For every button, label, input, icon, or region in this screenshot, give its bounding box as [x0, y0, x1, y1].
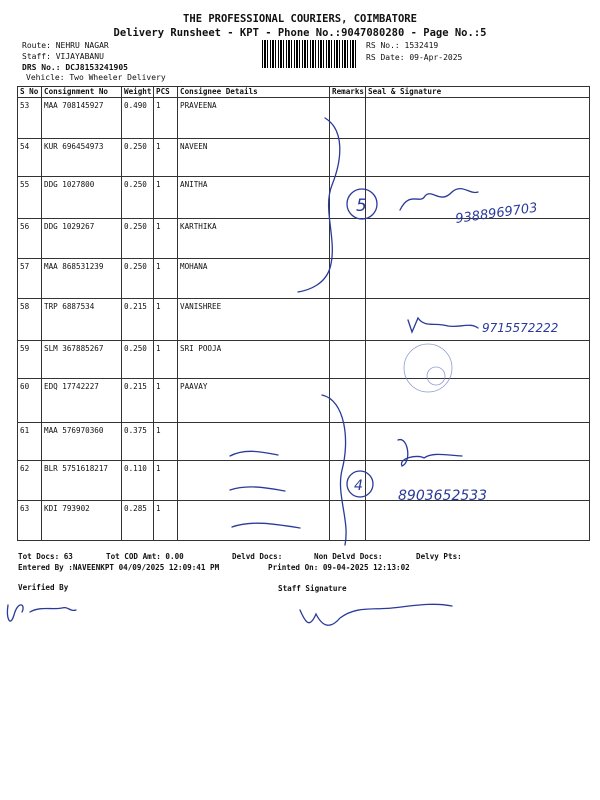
delivered-docs: Delvd Docs:: [232, 552, 283, 561]
cell-pcs: 1: [154, 139, 178, 177]
tick-row-63: [232, 523, 300, 528]
bracket-stroke-upper: [298, 118, 340, 292]
rs-date: RS Date: 09-Apr-2025: [366, 53, 463, 62]
cell-consignment: EDQ 17742227: [42, 379, 122, 423]
cell-weight: 0.250: [122, 139, 154, 177]
cell-weight: 0.250: [122, 219, 154, 259]
signature-58-phone: 9715572222: [482, 321, 559, 335]
vehicle-label: Vehicle: Two Wheeler Delivery: [26, 73, 166, 82]
cell-weight: 0.375: [122, 423, 154, 461]
cell-consignee: ANITHA: [178, 177, 330, 219]
delivery-points: Delvy Pts:: [416, 552, 462, 561]
rs-number: RS No.: 1532419: [366, 41, 439, 50]
cell-sno: 60: [18, 379, 42, 423]
cell-consignment: SLM 367885267: [42, 341, 122, 379]
cell-sno: 55: [18, 177, 42, 219]
total-docs: Tot Docs: 63: [18, 552, 73, 561]
cell-consignee: KARTHIKA: [178, 219, 330, 259]
cell-sno: 61: [18, 423, 42, 461]
staff-signature-scribble: [300, 604, 452, 625]
cell-consignee: PRAVEENA: [178, 98, 330, 139]
cell-sno: 63: [18, 501, 42, 541]
cell-weight: 0.250: [122, 177, 154, 219]
cell-pcs: 1: [154, 299, 178, 341]
cell-weight: 0.215: [122, 379, 154, 423]
cell-consignee: PAAVAY: [178, 379, 330, 423]
cell-weight: 0.250: [122, 341, 154, 379]
cell-sno: 58: [18, 299, 42, 341]
cell-consignment: BLR 5751618217: [42, 461, 122, 501]
cell-sno: 62: [18, 461, 42, 501]
staff-label: Staff: VIJAYABANU: [22, 52, 104, 61]
staff-signature-label: Staff Signature: [278, 584, 347, 593]
cell-consignment: DDG 1027800: [42, 177, 122, 219]
cell-weight: 0.215: [122, 299, 154, 341]
col-remarks: Remarks: [330, 87, 366, 98]
col-pcs: PCS: [154, 87, 178, 98]
cell-pcs: 1: [154, 379, 178, 423]
cell-pcs: 1: [154, 423, 178, 461]
route-label: Route: NEHRU NAGAR: [22, 41, 109, 50]
tick-row-61: [230, 451, 278, 456]
remark-55-text: 5: [356, 196, 367, 216]
ink-stamp-inner: [427, 367, 445, 385]
cell-sno: 57: [18, 259, 42, 299]
remark-62-text: 4: [354, 478, 363, 494]
col-sno: S No: [18, 87, 42, 98]
signature-55-phone: 9388969703: [454, 200, 539, 227]
page-title: THE PROFESSIONAL COURIERS, COIMBATORE: [183, 13, 417, 25]
bracket-stroke-lower: [322, 395, 346, 545]
cell-consignment: MAA 576970360: [42, 423, 122, 461]
col-consignee: Consignee Details: [178, 87, 330, 98]
col-seal-signature: Seal & Signature: [366, 87, 590, 98]
cell-pcs: 1: [154, 98, 178, 139]
cell-pcs: 1: [154, 259, 178, 299]
verified-by-signature: [7, 605, 76, 621]
cell-consignment: MAA 708145927: [42, 98, 122, 139]
cell-weight: 0.285: [122, 501, 154, 541]
tick-row-62: [230, 487, 285, 491]
cell-pcs: 1: [154, 461, 178, 501]
cell-pcs: 1: [154, 219, 178, 259]
signature-row-62-scribble: [398, 440, 462, 466]
cell-pcs: 1: [154, 177, 178, 219]
cell-consignment: DDG 1029267: [42, 219, 122, 259]
signature-row-55-scribble: [400, 189, 478, 210]
page-subtitle: Delivery Runsheet - KPT - Phone No.:9047080280 - Page No.:5: [113, 27, 487, 39]
cell-sno: 53: [18, 98, 42, 139]
col-consignment: Consignment No: [42, 87, 122, 98]
cell-sno: 54: [18, 139, 42, 177]
cell-pcs: 1: [154, 341, 178, 379]
cell-consignment: KDI 793902: [42, 501, 122, 541]
total-cod-amount: Tot COD Amt: 0.00: [106, 552, 184, 561]
drs-number: DRS No.: DCJ8153241905: [22, 63, 128, 72]
cell-sno: 59: [18, 341, 42, 379]
cell-sno: 56: [18, 219, 42, 259]
cell-weight: 0.110: [122, 461, 154, 501]
printed-on: Printed On: 09-04-2025 12:13:02: [268, 563, 410, 572]
cell-weight: 0.250: [122, 259, 154, 299]
cell-weight: 0.490: [122, 98, 154, 139]
col-weight: Weight: [122, 87, 154, 98]
non-delivered-docs: Non Delvd Docs:: [314, 552, 383, 561]
cell-pcs: 1: [154, 501, 178, 541]
verified-by-label: Verified By: [18, 583, 69, 592]
cell-consignment: KUR 696454973: [42, 139, 122, 177]
ink-stamp-seal: [404, 344, 452, 392]
signature-row-58-scribble: [408, 318, 478, 332]
cell-consignee: VANISHREE: [178, 299, 330, 341]
cell-consignment: TRP 6887534: [42, 299, 122, 341]
cell-consignee: NAVEEN: [178, 139, 330, 177]
entered-by: Entered By :NAVEENKPT 04/09/2025 12:09:41 PM: [18, 563, 220, 572]
cell-consignee: SRI POOJA: [178, 341, 330, 379]
signature-62-phone: 8903652533: [398, 488, 488, 504]
cell-consignment: MAA 868531239: [42, 259, 122, 299]
cell-consignee: MOHANA: [178, 259, 330, 299]
